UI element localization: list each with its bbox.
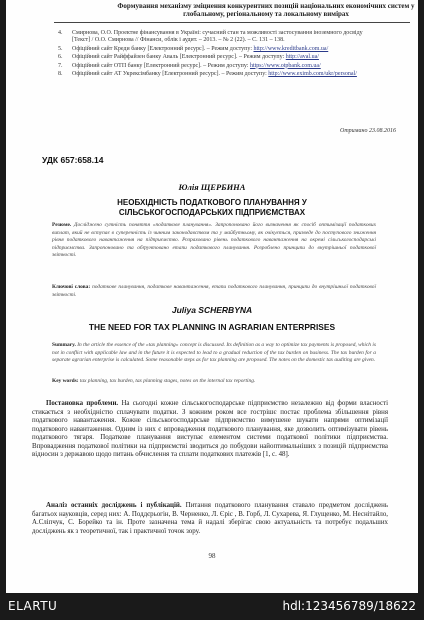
reference-link[interactable]: http://www.eximb.com/ukr/personal/: [268, 71, 357, 78]
reference-text: Смирнова, О.О. Проектне фінансування в Україні: сучасний стан та можливості застосування іноземного досвіду [Текст] / О.О. Смирнова // Фінанси, облік і аудит. – 2013. – № 2 (22). – С. 131 – 138.: [72, 30, 363, 44]
abstract-ua-label: Резюме.: [52, 222, 72, 228]
keywords-en-label: Key words:: [52, 378, 79, 384]
abstract-ua-text: Досліджено сутність поняття «податкове планування». Запропоновано його визначення як спосіб оптимізації податкових виплат, який не вступає в суперечність із чинним законодавством та у майбутньому, як очікується, призведе до поступового зниження рівня податкового навантаження на підприємство. Розраховано рівень податкового навантаження на окремі сільськогосподарські підприємства. Запропоновано та обґрунтовано етапи податкового планування. Розроблено принципи до внутрішньої податкової звітності.: [52, 222, 376, 259]
reference-text: Офіційний сайт АТ Укрексімбанку [Електронний ресурс]. – Режим доступу:: [72, 71, 269, 78]
keywords-en-text: tax planning, tax burden, tax planning stages, notes on the internal tax reporting.: [78, 378, 256, 384]
page-number: 98: [208, 552, 216, 560]
reference-item: [58, 46, 376, 53]
abstract-en-text: In the article the essence of the «tax planning» concept is discussed. Its definition as a way to optimize tax payments is proposed, which is not in conflict with applicable law and in the future it is expected to lead to a gradual reduction of the tax burden on business. The tax burden for a separate agrarian enterprise is calculated. Some reasonable steps as for tax planning are proposed. The notes on the domestic tax auditing are given.: [52, 342, 376, 364]
abstract-en-label: Summary.: [52, 342, 76, 348]
reference-link[interactable]: http://aval.ua/: [285, 54, 319, 61]
reference-text: Офіційний сайт Креди банку [Електронний ресурс]. – Режим доступу:: [72, 45, 254, 52]
reference-text: Офіційний сайт ОТП банку [Електронний ресурс]. – Режим доступу:: [72, 62, 250, 69]
document-page: [6, 0, 418, 593]
reference-number: 4.: [58, 30, 63, 36]
author-name-en: Juliya SCHERBYNA: [171, 305, 253, 315]
reference-item: [58, 63, 376, 70]
received-date: Отримано 23.08.2016: [340, 128, 396, 134]
references-list: [58, 30, 376, 79]
reference-item: [58, 54, 376, 61]
header-rule: [54, 22, 410, 23]
reference-number: 5.: [58, 45, 63, 52]
article-title-en: THE NEED FOR TAX PLANNING IN AGRARIAN ENTERPRISES: [88, 322, 336, 332]
body-paragraph: [32, 502, 388, 536]
paragraph-text: Питання податкового планування ставало предметом досліджень багатьох науковців, серед них: А. Поддєрьогін, В. Черненко, Л. Єріс , В. Горб, Л. Сухарева, Я. Глущенко, М. Неснітайло, А.Сліпчук, С. Борейко та ін. Проте зазначена тема й надалі зберігає свою актуальність та потребує подальших досліджень як з теоретичної, так і практичної точок зору.: [32, 502, 389, 535]
author-name-ua: Юлія ЩЕРБИНА: [178, 182, 246, 192]
article-title-ua: НЕОБХІДНІСТЬ ПОДАТКОВОГО ПЛАНУВАННЯ У СІЛЬСЬКОГОСПОДАРСЬКИХ ПІДПРИЄМСТВАХ: [117, 198, 307, 217]
section-heading: Аналіз останніх досліджень і публікацій.: [46, 502, 182, 509]
reference-text: Офіційний сайт Райффайзен банку Аваль [Електронний ресурс]. – Режим доступу:: [72, 54, 286, 61]
abstract-en: [52, 342, 376, 365]
reference-number: 6.: [58, 54, 63, 61]
handle-identifier: hdl:123456789/18622: [282, 599, 416, 613]
keywords-ua-text: податкове планування, податкове навантаження, етапи податкового планування, принципи до внутрішньої податкової звітності.: [52, 284, 376, 298]
paragraph-text: На сьогодні кожне сільськогосподарське підприємство незалежно від форми власності стикається з необхідністю сплачувати податки. З кожним роком все гострішє постає проблема збільшення рівня податкового навантаження. Кожне сільськогосподарське підприємство вимушене шукати напрями оптимізації податкового навантаження. Одним із них є впровадження податкового планування, яке дозволить оптимізувати рівень податкового тягаря. Податкове планування виступає елементом системи податкової політики підприємства. Впровадження податкової політики на підприємстві зводиться до побудови найоптимальніших з позицій підприємства відносин з державою щодо питань обчислення та сплати податкових платежів [1, с. 48].: [32, 400, 389, 458]
keywords-ua-label: Ключові слова:: [52, 284, 91, 290]
viewer-footer-bar: [0, 593, 424, 620]
running-header: Формування механізму зміцнення конкурентних позицій національних економічних систем у глобальному, регіональному та локальному вимірах: [117, 2, 415, 18]
udc-code: УДК 657:658.14: [42, 155, 104, 165]
reference-link[interactable]: https://www.otpbank.com.ua/: [249, 62, 321, 69]
abstract-ua: [52, 222, 376, 260]
reference-number: 7.: [58, 62, 63, 69]
reference-number: 8.: [58, 71, 63, 78]
reference-item: [58, 71, 376, 78]
keywords-ua: [52, 284, 376, 299]
reference-link[interactable]: http://www.kreditbank.com.ua/: [253, 45, 329, 52]
body-paragraph: [32, 400, 388, 460]
repository-name: ELARTU: [8, 599, 58, 613]
section-heading: Постановка проблеми.: [46, 400, 119, 407]
keywords-en: [52, 378, 376, 386]
reference-item: [58, 30, 376, 45]
